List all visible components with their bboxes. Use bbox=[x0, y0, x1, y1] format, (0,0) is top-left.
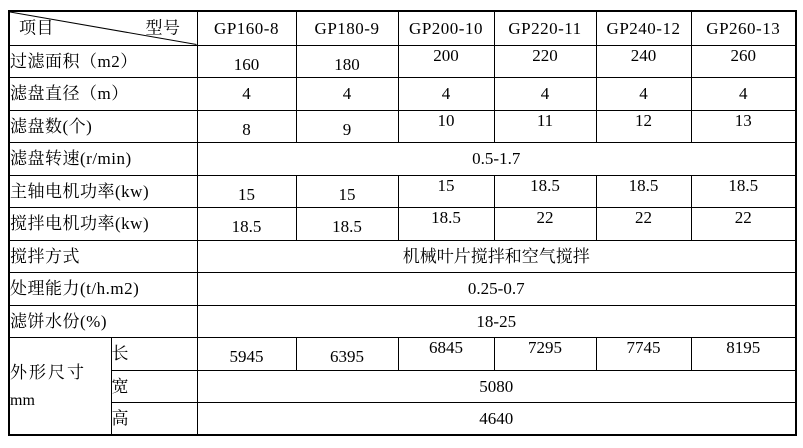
row-label: 滤盘转速(r/min) bbox=[9, 143, 197, 176]
dimensions-group-label: 外形尺寸 mm bbox=[9, 338, 111, 436]
cell-value: 13 bbox=[691, 110, 796, 143]
row-label: 滤盘数(个) bbox=[9, 110, 197, 143]
cell-value: 18.5 bbox=[494, 175, 596, 208]
dimension-sublabel: 高 bbox=[111, 403, 197, 436]
cell-merged-value: 4640 bbox=[197, 403, 796, 436]
row-label: 搅拌方式 bbox=[9, 240, 197, 273]
cell-value: 4 bbox=[197, 78, 296, 111]
cell-value: 4 bbox=[596, 78, 691, 111]
cell-value: 18.5 bbox=[296, 208, 398, 241]
cell-value: 240 bbox=[596, 45, 691, 78]
row-disc-diameter bbox=[9, 78, 796, 111]
row-label: 过滤面积（m2） bbox=[9, 45, 197, 78]
cell-merged-value: 18-25 bbox=[197, 305, 796, 338]
column-header-model: GP160-8 bbox=[197, 11, 296, 45]
spec-table bbox=[8, 10, 797, 436]
cell-value: 15 bbox=[197, 175, 296, 208]
cell-value: 10 bbox=[398, 110, 494, 143]
row-label: 滤盘直径（m） bbox=[9, 78, 197, 111]
cell-value: 4 bbox=[691, 78, 796, 111]
row-label: 滤饼水份(%) bbox=[9, 305, 197, 338]
cell-value: 15 bbox=[296, 175, 398, 208]
row-label: 搅拌电机功率(kw) bbox=[9, 208, 197, 241]
dimension-sublabel: 宽 bbox=[111, 370, 197, 403]
header-row bbox=[9, 11, 796, 45]
cell-value: 7295 bbox=[494, 338, 596, 371]
row-agitation-mode bbox=[9, 240, 796, 273]
row-dimension-width bbox=[9, 370, 796, 403]
row-dimension-height bbox=[9, 403, 796, 436]
cell-value: 160 bbox=[197, 45, 296, 78]
cell-value: 220 bbox=[494, 45, 596, 78]
cell-value: 15 bbox=[398, 175, 494, 208]
cell-value: 4 bbox=[398, 78, 494, 111]
cell-value: 6395 bbox=[296, 338, 398, 371]
row-label: 主轴电机功率(kw) bbox=[9, 175, 197, 208]
cell-merged-value: 0.25-0.7 bbox=[197, 273, 796, 306]
cell-value: 4 bbox=[494, 78, 596, 111]
cell-value: 8195 bbox=[691, 338, 796, 371]
cell-value: 18.5 bbox=[398, 208, 494, 241]
corner-model-label: 型号 bbox=[145, 18, 181, 38]
corner-cell bbox=[9, 11, 197, 45]
cell-value: 18.5 bbox=[691, 175, 796, 208]
cell-merged-value: 5080 bbox=[197, 370, 796, 403]
cell-value: 7745 bbox=[596, 338, 691, 371]
cell-value: 8 bbox=[197, 110, 296, 143]
cell-value: 5945 bbox=[197, 338, 296, 371]
column-header-model: GP260-13 bbox=[691, 11, 796, 45]
cell-value: 4 bbox=[296, 78, 398, 111]
cell-value: 11 bbox=[494, 110, 596, 143]
row-dimension-length bbox=[9, 338, 796, 371]
row-label: 处理能力(t/h.m2) bbox=[9, 273, 197, 306]
row-agitator-motor-power bbox=[9, 208, 796, 241]
row-cake-moisture bbox=[9, 305, 796, 338]
cell-value: 6845 bbox=[398, 338, 494, 371]
column-header-model: GP240-12 bbox=[596, 11, 691, 45]
row-disc-count bbox=[9, 110, 796, 143]
cell-value: 22 bbox=[494, 208, 596, 241]
row-capacity bbox=[9, 273, 796, 306]
row-filter-area bbox=[9, 45, 796, 78]
cell-value: 22 bbox=[691, 208, 796, 241]
cell-value: 22 bbox=[596, 208, 691, 241]
cell-value: 180 bbox=[296, 45, 398, 78]
cell-value: 260 bbox=[691, 45, 796, 78]
row-main-motor-power bbox=[9, 175, 796, 208]
column-header-model: GP220-11 bbox=[494, 11, 596, 45]
cell-merged-value: 机械叶片搅拌和空气搅拌 bbox=[197, 240, 796, 273]
dimension-sublabel: 长 bbox=[111, 338, 197, 371]
cell-merged-value: 0.5-1.7 bbox=[197, 143, 796, 176]
column-header-model: GP180-9 bbox=[296, 11, 398, 45]
cell-value: 18.5 bbox=[197, 208, 296, 241]
corner-item-label: 项目 bbox=[19, 18, 54, 38]
column-header-model: GP200-10 bbox=[398, 11, 494, 45]
cell-value: 12 bbox=[596, 110, 691, 143]
cell-value: 9 bbox=[296, 110, 398, 143]
cell-value: 200 bbox=[398, 45, 494, 78]
row-disc-speed bbox=[9, 143, 796, 176]
cell-value: 18.5 bbox=[596, 175, 691, 208]
